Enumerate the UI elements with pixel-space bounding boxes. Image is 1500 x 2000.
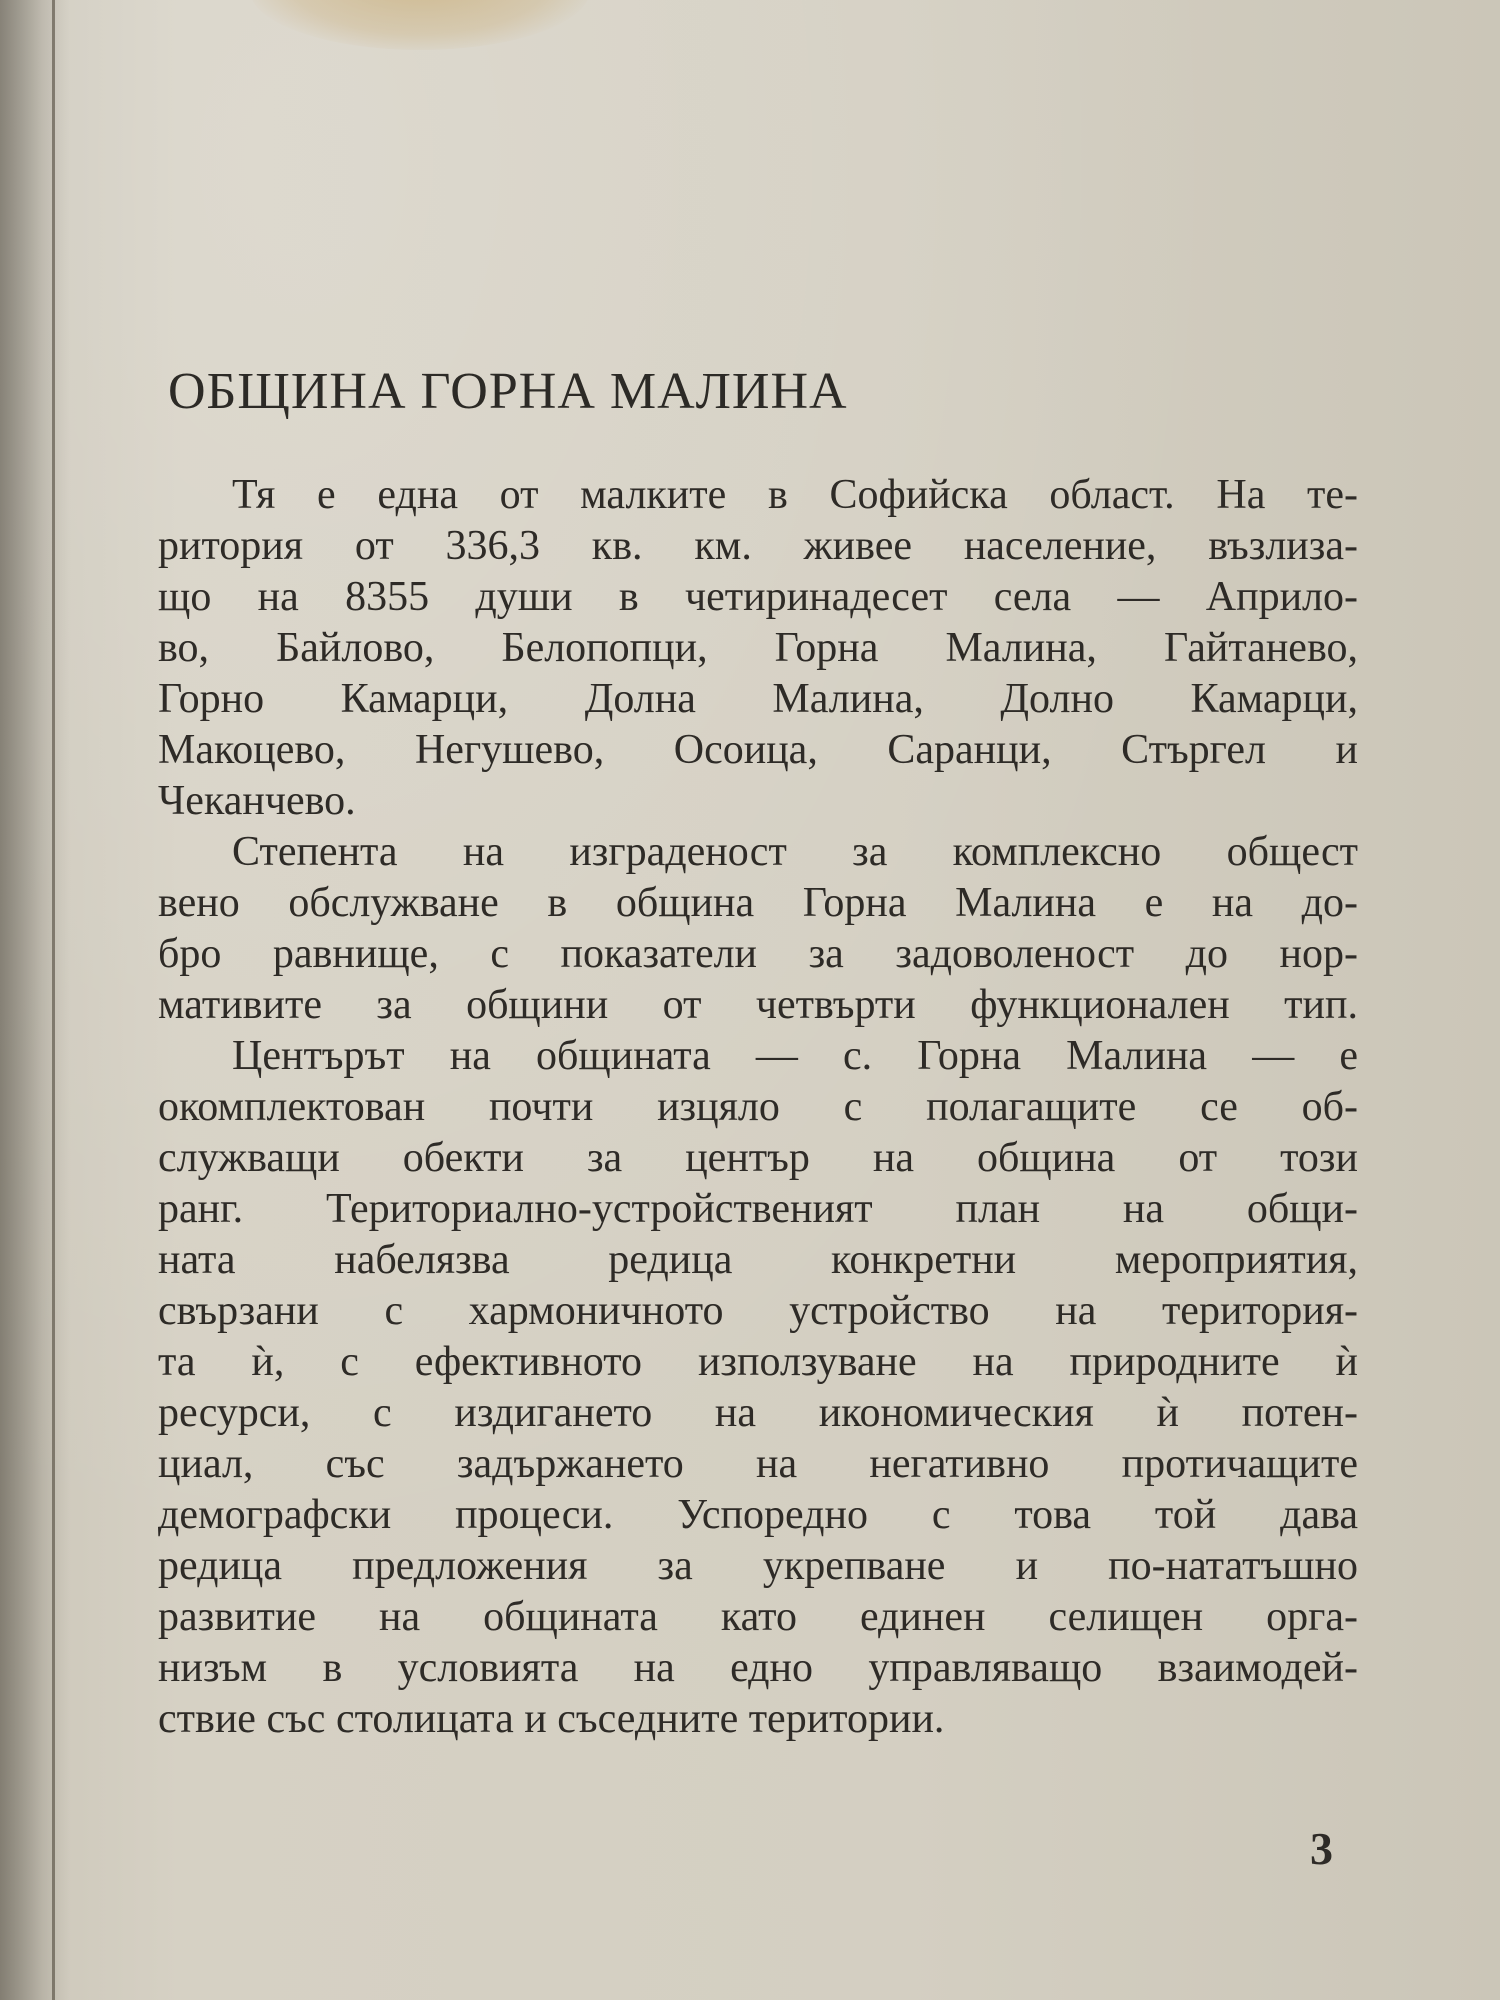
- text-line: мативите за общини от четвърти функционален тип.: [158, 982, 1358, 1028]
- text-line: Макоцево, Негушево, Осоица, Саранци, Стъргел и: [158, 727, 1358, 773]
- paragraph-2: [158, 827, 1358, 1031]
- text-line: ресурси, с издигането на икономическия ѝ потен-: [158, 1390, 1358, 1436]
- text-line: та ѝ, с ефективното използуване на природните ѝ: [158, 1339, 1358, 1385]
- text-line: Степента на изграденост за комплексно общест: [232, 829, 1358, 875]
- spine-edge: [52, 0, 55, 2000]
- text-line: Центърът на общината — с. Горна Малина — е: [232, 1033, 1358, 1079]
- text-line: Тя е една от малките в Софийска област. На те-: [232, 472, 1358, 518]
- text-line: Горно Камарци, Долна Малина, Долно Камарци,: [158, 676, 1358, 722]
- text-line: редица предложения за укрепване и по-нататъшно: [158, 1543, 1358, 1589]
- text-line: свързани с хармоничното устройство на територия-: [158, 1288, 1358, 1334]
- text-line: во, Байлово, Белопопци, Горна Малина, Гайтанево,: [158, 625, 1358, 671]
- text-line: ранг. Териториално-устройственият план на общи-: [158, 1186, 1358, 1232]
- text-line: ритория от 336,3 кв. км. живее население, възлиза-: [158, 523, 1358, 569]
- body-text: [158, 470, 1358, 1745]
- paragraph-3: [158, 1031, 1358, 1745]
- text-line: бро равнище, с показатели за задоволеност до нор-: [158, 931, 1358, 977]
- paragraph-1: [158, 470, 1358, 827]
- text-line: служващи обекти за център на община от този: [158, 1135, 1358, 1181]
- spine-shadow: [0, 0, 70, 2000]
- text-line: ната набелязва редица конкретни мероприятия,: [158, 1237, 1358, 1283]
- text-line: окомплектован почти изцяло с полагащите се об-: [158, 1084, 1358, 1130]
- text-line: що на 8355 души в четиринадесет села — Априло-: [158, 574, 1358, 620]
- page-heading: ОБЩИНА ГОРНА МАЛИНА: [168, 363, 848, 420]
- text-line: циал, със задържането на негативно протичащите: [158, 1441, 1358, 1487]
- text-line: низъм в условията на едно управляващо взаимодей-: [158, 1645, 1358, 1691]
- text-line: ствие със столицата и съседните територии.: [158, 1696, 945, 1742]
- text-line: демографски процеси. Успоредно с това той дава: [158, 1492, 1358, 1538]
- page-number: 3: [1310, 1823, 1333, 1874]
- page-stain: [250, 0, 590, 50]
- text-line: Чеканчево.: [158, 778, 356, 824]
- text-line: вено обслужване в община Горна Малина е на до-: [158, 880, 1358, 926]
- text-line: развитие на общината като единен селищен орга-: [158, 1594, 1358, 1640]
